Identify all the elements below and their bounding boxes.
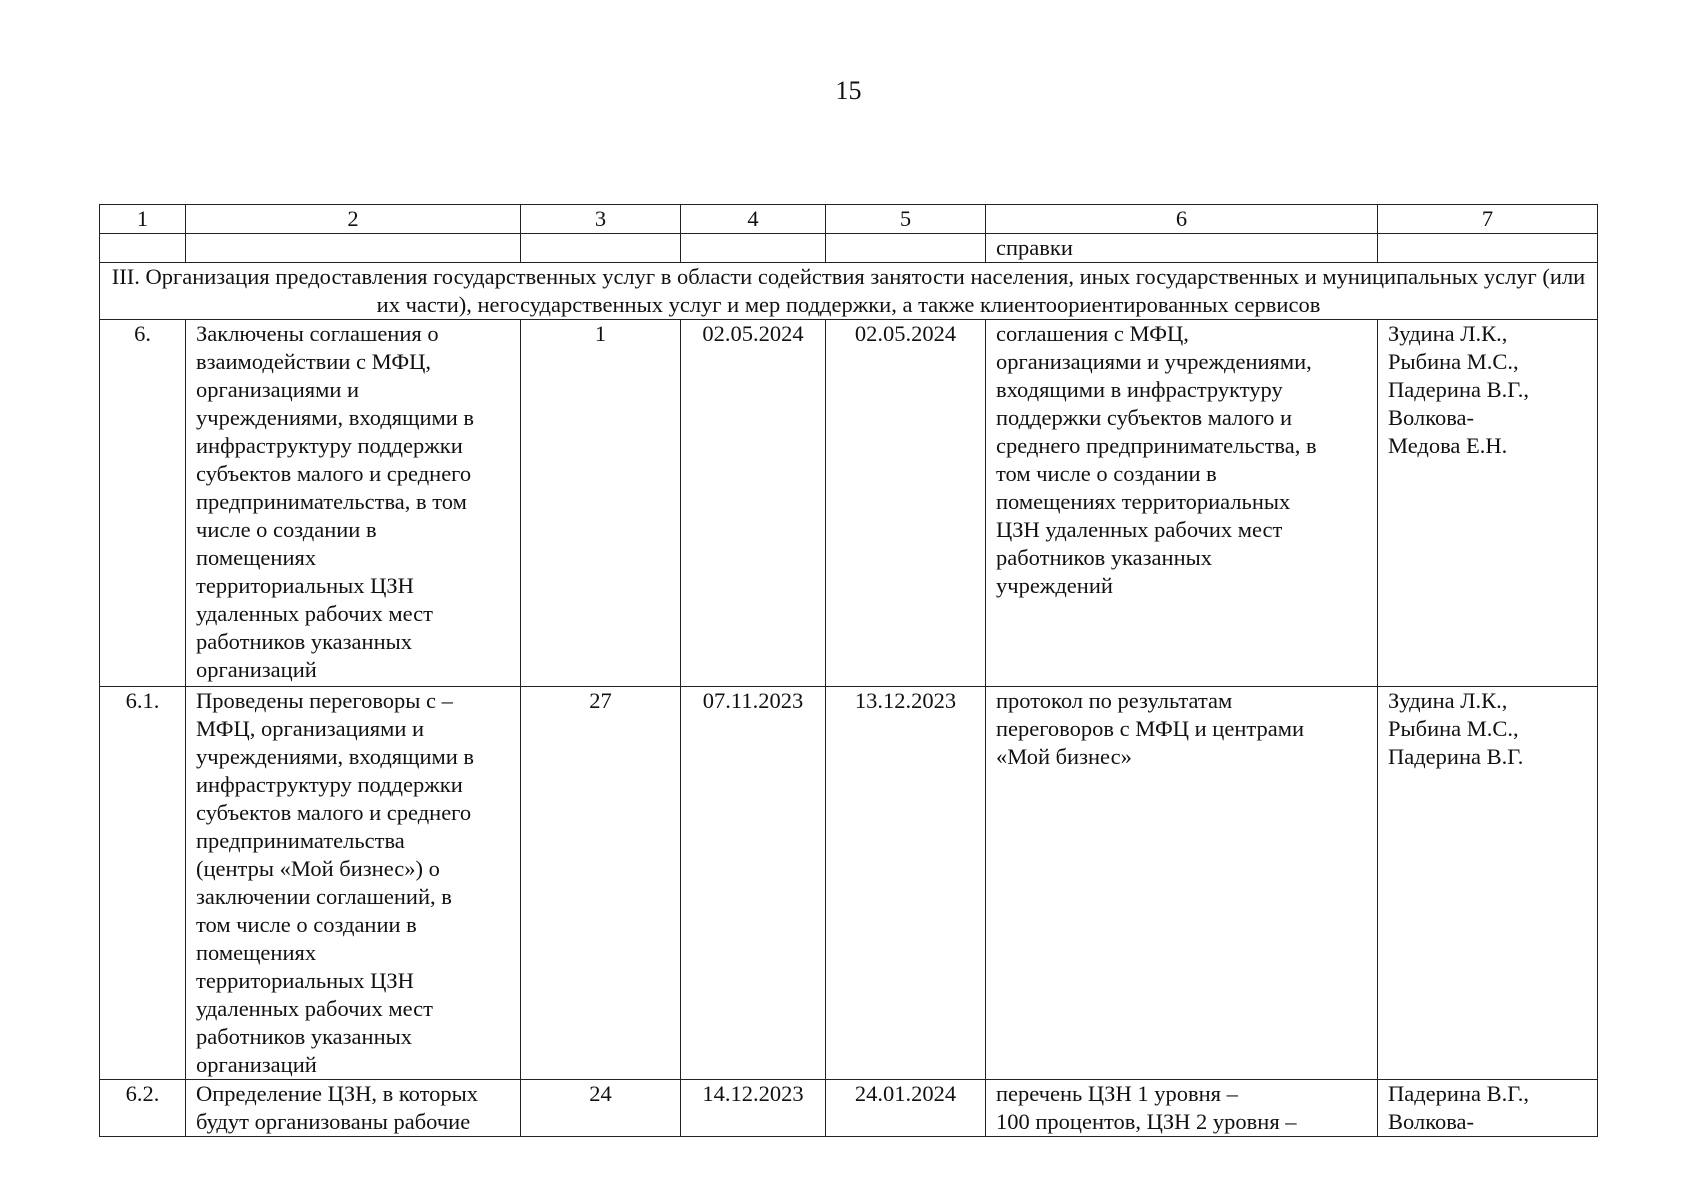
empty-cell — [681, 234, 826, 263]
row-start-date: 07.11.2023 — [681, 687, 826, 1080]
row-start-date: 14.12.2023 — [681, 1080, 826, 1137]
column-number: 1 — [100, 205, 186, 234]
empty-cell — [186, 234, 521, 263]
row-number: 6.2. — [100, 1080, 186, 1137]
column-number: 4 — [681, 205, 826, 234]
continuation-row — [100, 234, 1598, 263]
row-description: Определение ЦЗН, в которых будут организованы рабочие — [186, 1080, 521, 1137]
column-number-row — [100, 205, 1598, 234]
continuation-result-cell: справки — [986, 234, 1378, 263]
column-number: 3 — [521, 205, 681, 234]
row-col3: 27 — [521, 687, 681, 1080]
row-col3: 1 — [521, 320, 681, 687]
section-row — [100, 263, 1598, 320]
row-responsible: Зудина Л.К., Рыбина М.С., Падерина В.Г., Волкова- Медова Е.Н. — [1378, 320, 1598, 687]
column-number: 5 — [826, 205, 986, 234]
empty-cell — [826, 234, 986, 263]
row-number: 6.1. — [100, 687, 186, 1080]
row-result: перечень ЦЗН 1 уровня – 100 процентов, ЦЗН 2 уровня – — [986, 1080, 1378, 1137]
row-col3: 24 — [521, 1080, 681, 1137]
row-responsible: Падерина В.Г., Волкова- — [1378, 1080, 1598, 1137]
row-end-date: 02.05.2024 — [826, 320, 986, 687]
empty-cell — [100, 234, 186, 263]
row-result: соглашения с МФЦ, организациями и учреждениями, входящими в инфраструктуру поддержки субъектов малого и среднего предпринимательства, в том числе о создании в помещениях территориальных ЦЗН удаленных рабочих мест работников указанных учреждений — [986, 320, 1378, 687]
table-row — [100, 320, 1598, 687]
empty-cell — [1378, 234, 1598, 263]
table-row — [100, 1080, 1598, 1137]
column-number: 6 — [986, 205, 1378, 234]
row-end-date: 24.01.2024 — [826, 1080, 986, 1137]
page-number: 15 — [835, 76, 862, 105]
section-title: III. Организация предоставления государственных услуг в области содействия занятости населения, иных государственных и муниципальных услуг (или их части), негосударственных услуг и мер поддержки, а также клиентоориентированных сервисов — [100, 263, 1598, 320]
row-description: Заключены соглашения о взаимодействии с МФЦ, организациями и учреждениями, входящими в инфраструктуру поддержки субъектов малого и среднего предпринимательства, в том числе о создании в помещениях территориальных ЦЗН удаленных рабочих мест работников указанных организаций — [186, 320, 521, 687]
row-description: Проведены переговоры с – МФЦ, организациями и учреждениями, входящими в инфраструктуру поддержки субъектов малого и среднего предпринимательства (центры «Мой бизнес») о заключении соглашений, в том числе о создании в помещениях территориальных ЦЗН удаленных рабочих мест работников указанных организаций — [186, 687, 521, 1080]
plan-table — [99, 204, 1598, 1137]
row-end-date: 13.12.2023 — [826, 687, 986, 1080]
column-number: 2 — [186, 205, 521, 234]
row-start-date: 02.05.2024 — [681, 320, 826, 687]
row-responsible: Зудина Л.К., Рыбина М.С., Падерина В.Г. — [1378, 687, 1598, 1080]
column-number: 7 — [1378, 205, 1598, 234]
table-row — [100, 687, 1598, 1080]
row-result: протокол по результатам переговоров с МФЦ и центрами «Мой бизнес» — [986, 687, 1378, 1080]
row-number: 6. — [100, 320, 186, 687]
empty-cell — [521, 234, 681, 263]
